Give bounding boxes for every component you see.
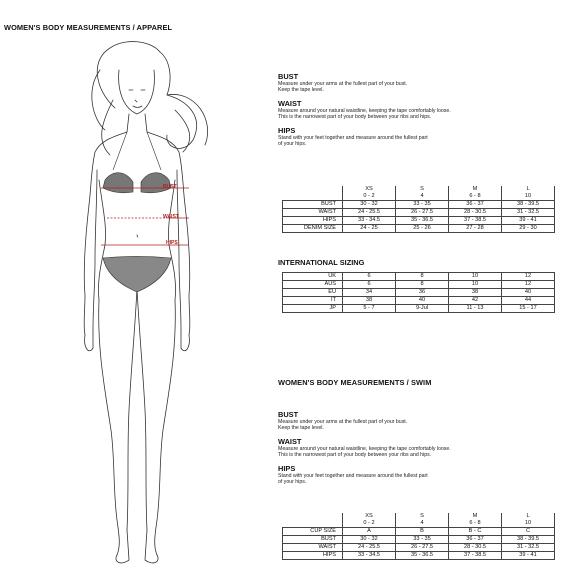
size-letter: XS <box>343 513 396 520</box>
apparel-title: WOMEN'S BODY MEASUREMENTS / APPAREL <box>4 23 173 32</box>
international-sizing-title: INTERNATIONAL SIZING <box>278 258 365 267</box>
table-cell: 35 - 36.5 <box>396 217 449 225</box>
row-label: IT <box>283 297 343 305</box>
swim-guide <box>278 410 568 490</box>
table-cell: 6 <box>343 273 396 281</box>
guide-text-bust: Measure under your arms at the fullest part of your bust. Keep the tape level. <box>278 419 408 432</box>
row-label: WAIST <box>283 209 343 217</box>
table-cell: 10 <box>449 273 502 281</box>
swim-size-table <box>282 513 555 560</box>
size-header-row <box>283 186 555 193</box>
table-row <box>283 305 555 313</box>
table-cell: 39 - 41 <box>502 217 555 225</box>
table-row <box>283 289 555 297</box>
guide-text-bust: Measure under your arms at the fullest part of your bust. Keep the tape level. <box>278 81 408 94</box>
size-number-row <box>283 193 555 201</box>
table-cell: 36 - 37 <box>449 201 502 209</box>
apparel-size-table <box>282 186 555 233</box>
table-cell: 31 - 32.5 <box>502 209 555 217</box>
guide-heading-bust: BUST <box>278 72 299 81</box>
guide-heading-hips: HIPS <box>278 125 296 135</box>
guide-heading-waist: WAIST <box>278 436 302 446</box>
table-cell: 39 - 41 <box>502 552 555 560</box>
table-row <box>283 217 555 225</box>
table-cell: 33 - 35 <box>396 536 449 544</box>
table-cell: 33 - 34.5 <box>343 217 396 225</box>
table-row <box>283 297 555 305</box>
table-cell: 24 - 25.5 <box>343 209 396 217</box>
table-cell: 8 <box>396 281 449 289</box>
row-label: EU <box>283 289 343 297</box>
figure-label-bust: BUST <box>163 184 177 190</box>
row-label: DENIM SIZE <box>283 225 343 233</box>
size-number: 0 - 2 <box>343 193 396 201</box>
row-label: AUS <box>283 281 343 289</box>
size-number: 6 - 8 <box>449 520 502 528</box>
figure-label-waist: WAIST <box>163 214 179 220</box>
size-number-row <box>283 520 555 528</box>
table-cell: 36 - 37 <box>449 536 502 544</box>
guide-text-hips: Stand with your feet together and measure around the fullest part of your hips. <box>278 472 428 486</box>
table-cell: 37 - 38.5 <box>449 552 502 560</box>
guide-text-waist: Measure around your natural waistline, keeping the tape comfortably loose. This is the narrowest part of your body between your ribs and hips. <box>278 107 451 121</box>
table-row <box>283 528 555 536</box>
table-cell: C <box>502 528 555 536</box>
row-label: JP <box>283 305 343 313</box>
table-cell: 24 - 25 <box>343 225 396 233</box>
table-cell: 28 - 30.5 <box>449 209 502 217</box>
size-letter: L <box>502 513 555 520</box>
table-cell: 9-Jul <box>396 305 449 313</box>
size-number: 10 <box>502 193 555 201</box>
table-cell: 12 <box>502 281 555 289</box>
size-letter: S <box>396 186 449 193</box>
table-cell: 5 - 7 <box>343 305 396 313</box>
row-label: HIPS <box>283 217 343 225</box>
table-row <box>283 536 555 544</box>
guide-heading-waist: WAIST <box>278 98 302 108</box>
size-number: 4 <box>396 193 449 201</box>
apparel-guide <box>278 72 568 152</box>
table-cell: B <box>396 528 449 536</box>
size-number: 6 - 8 <box>449 193 502 201</box>
table-cell: 11 - 13 <box>449 305 502 313</box>
table-cell: B - C <box>449 528 502 536</box>
figure-label-hips: HIPS <box>166 240 178 246</box>
table-cell: 6 <box>343 281 396 289</box>
size-number: 10 <box>502 520 555 528</box>
size-letter: M <box>449 186 502 193</box>
table-cell: 29 - 30 <box>502 225 555 233</box>
guide-text-waist: Measure around your natural waistline, keeping the tape comfortably loose. This is the narrowest part of your body between your ribs and hips. <box>278 445 451 459</box>
table-cell: 34 <box>343 289 396 297</box>
table-cell: 37 - 38.5 <box>449 217 502 225</box>
table-cell: 36 <box>396 289 449 297</box>
table-cell: 38 <box>449 289 502 297</box>
table-cell: 15 - 17 <box>502 305 555 313</box>
size-letter: XS <box>343 186 396 193</box>
table-cell: 38 - 39.5 <box>502 201 555 209</box>
row-label: CUP SIZE <box>283 528 343 536</box>
table-cell: 40 <box>396 297 449 305</box>
size-header-row <box>283 513 555 520</box>
table-cell: A <box>343 528 396 536</box>
table-cell: 26 - 27.5 <box>396 209 449 217</box>
row-label: HIPS <box>283 552 343 560</box>
table-cell: 30 - 32 <box>343 201 396 209</box>
table-cell: 38 <box>343 297 396 305</box>
table-cell: 27 - 28 <box>449 225 502 233</box>
table-row <box>283 209 555 217</box>
table-cell: 35 - 36.5 <box>396 552 449 560</box>
table-cell: 33 - 35 <box>396 201 449 209</box>
table-cell: 26 - 27.5 <box>396 544 449 552</box>
body-figure-illustration <box>55 30 255 575</box>
size-letter: S <box>396 513 449 520</box>
table-cell: 33 - 34.5 <box>343 552 396 560</box>
table-cell: 38 - 39.5 <box>502 536 555 544</box>
table-cell: 8 <box>396 273 449 281</box>
size-letter: M <box>449 513 502 520</box>
row-label: UK <box>283 273 343 281</box>
table-row <box>283 544 555 552</box>
table-row <box>283 552 555 560</box>
table-cell: 40 <box>502 289 555 297</box>
international-size-table <box>282 272 555 313</box>
row-label: BUST <box>283 201 343 209</box>
table-cell: 28 - 30.5 <box>449 544 502 552</box>
guide-text-hips: Stand with your feet together and measure around the fullest part of your hips. <box>278 134 428 148</box>
guide-heading-hips: HIPS <box>278 463 296 473</box>
table-cell: 25 - 26 <box>396 225 449 233</box>
size-number: 0 - 2 <box>343 520 396 528</box>
table-row <box>283 281 555 289</box>
table-row <box>283 225 555 233</box>
size-letter: L <box>502 186 555 193</box>
table-cell: 42 <box>449 297 502 305</box>
guide-heading-bust: BUST <box>278 410 299 419</box>
row-label: WAIST <box>283 544 343 552</box>
table-cell: 24 - 25.5 <box>343 544 396 552</box>
swim-title: WOMEN'S BODY MEASUREMENTS / SWIM <box>278 378 432 387</box>
table-cell: 10 <box>449 281 502 289</box>
table-cell: 44 <box>502 297 555 305</box>
size-number: 4 <box>396 520 449 528</box>
table-cell: 30 - 32 <box>343 536 396 544</box>
table-row <box>283 273 555 281</box>
table-cell: 31 - 32.5 <box>502 544 555 552</box>
table-row <box>283 201 555 209</box>
row-label: BUST <box>283 536 343 544</box>
table-cell: 12 <box>502 273 555 281</box>
